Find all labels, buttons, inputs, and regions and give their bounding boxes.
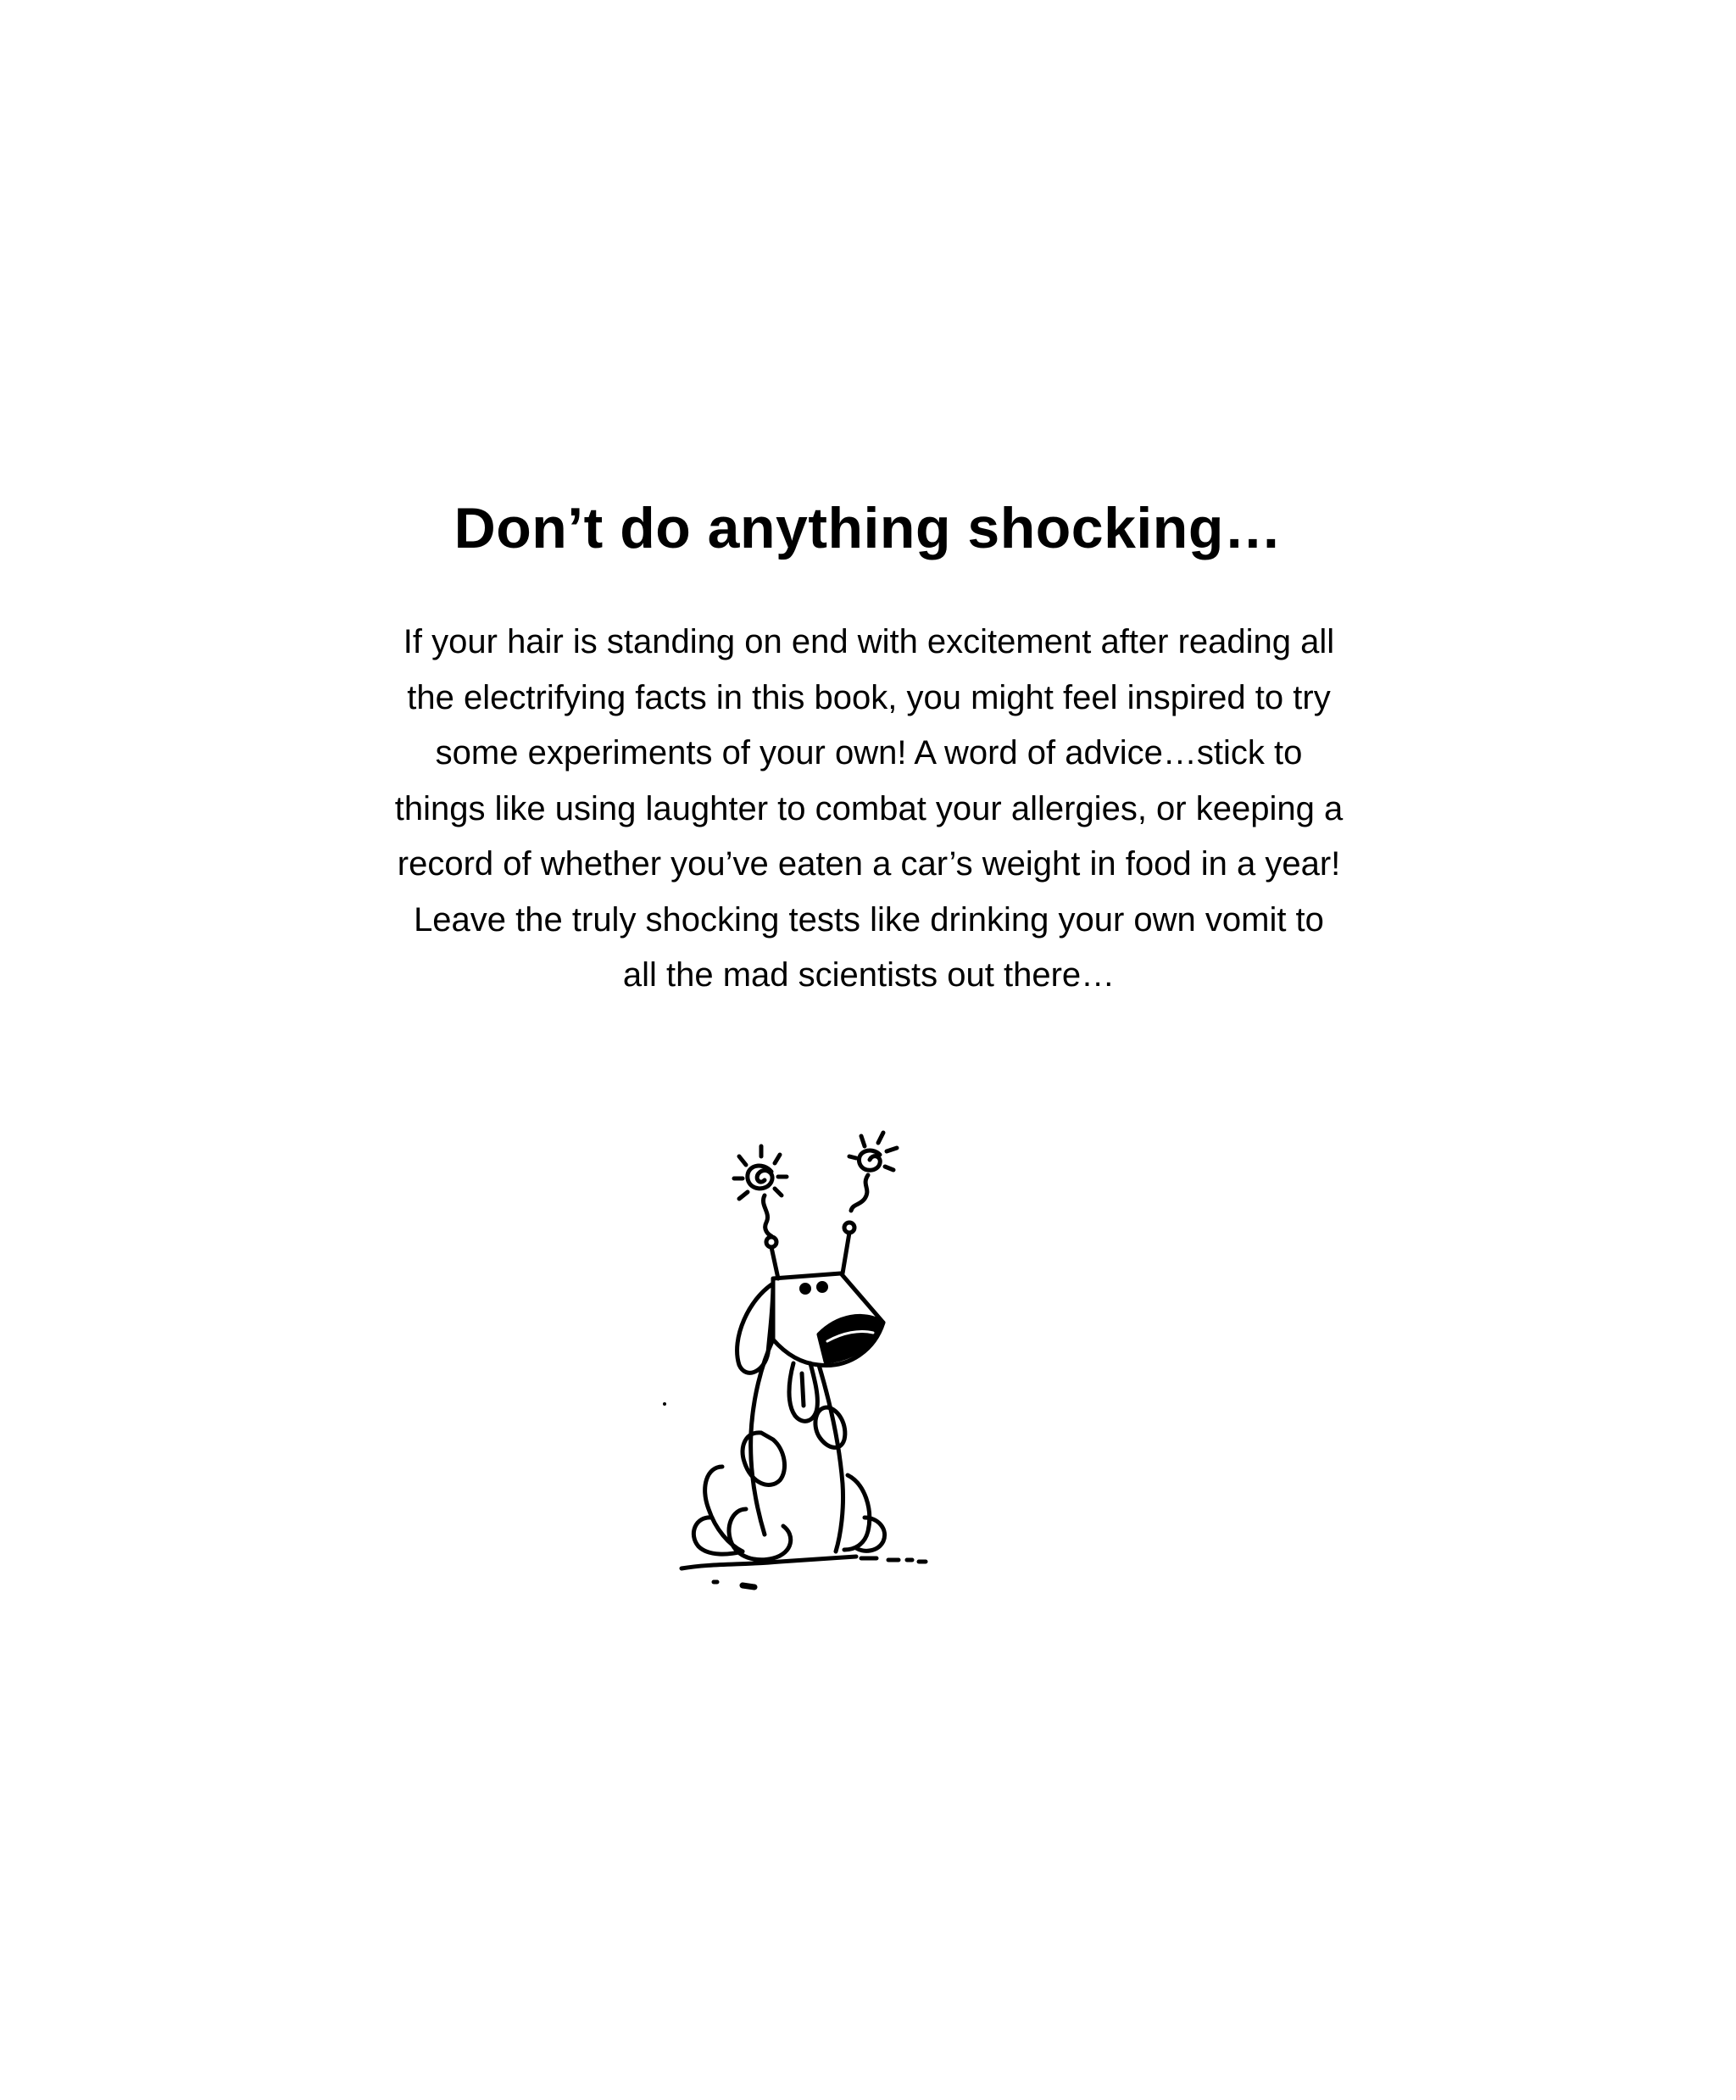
body-line: If your hair is standing on end with excitement after reading all — [403, 623, 1335, 660]
right-spark-icon — [849, 1133, 897, 1211]
page-title: Don’t do anything shocking… — [453, 496, 1283, 560]
body-line: all the mad scientists out there… — [622, 956, 1116, 994]
body-text — [322, 615, 1416, 1004]
body-line: things like using laughter to combat your allergies, or keeping a — [394, 789, 1344, 827]
body-line: Leave the truly shocking tests like drinking your own vomit to — [414, 900, 1324, 939]
left-spark-icon — [734, 1146, 787, 1236]
shocked-dog-icon — [661, 1111, 1051, 1653]
body-line: some experiments of your own! A word of advice…stick to — [435, 734, 1303, 771]
body-line: the electrifying facts in this book, you might feel inspired to try — [407, 678, 1331, 716]
body-line: record of whether you’ve eaten a car’s weight in food in a year! — [397, 845, 1341, 883]
